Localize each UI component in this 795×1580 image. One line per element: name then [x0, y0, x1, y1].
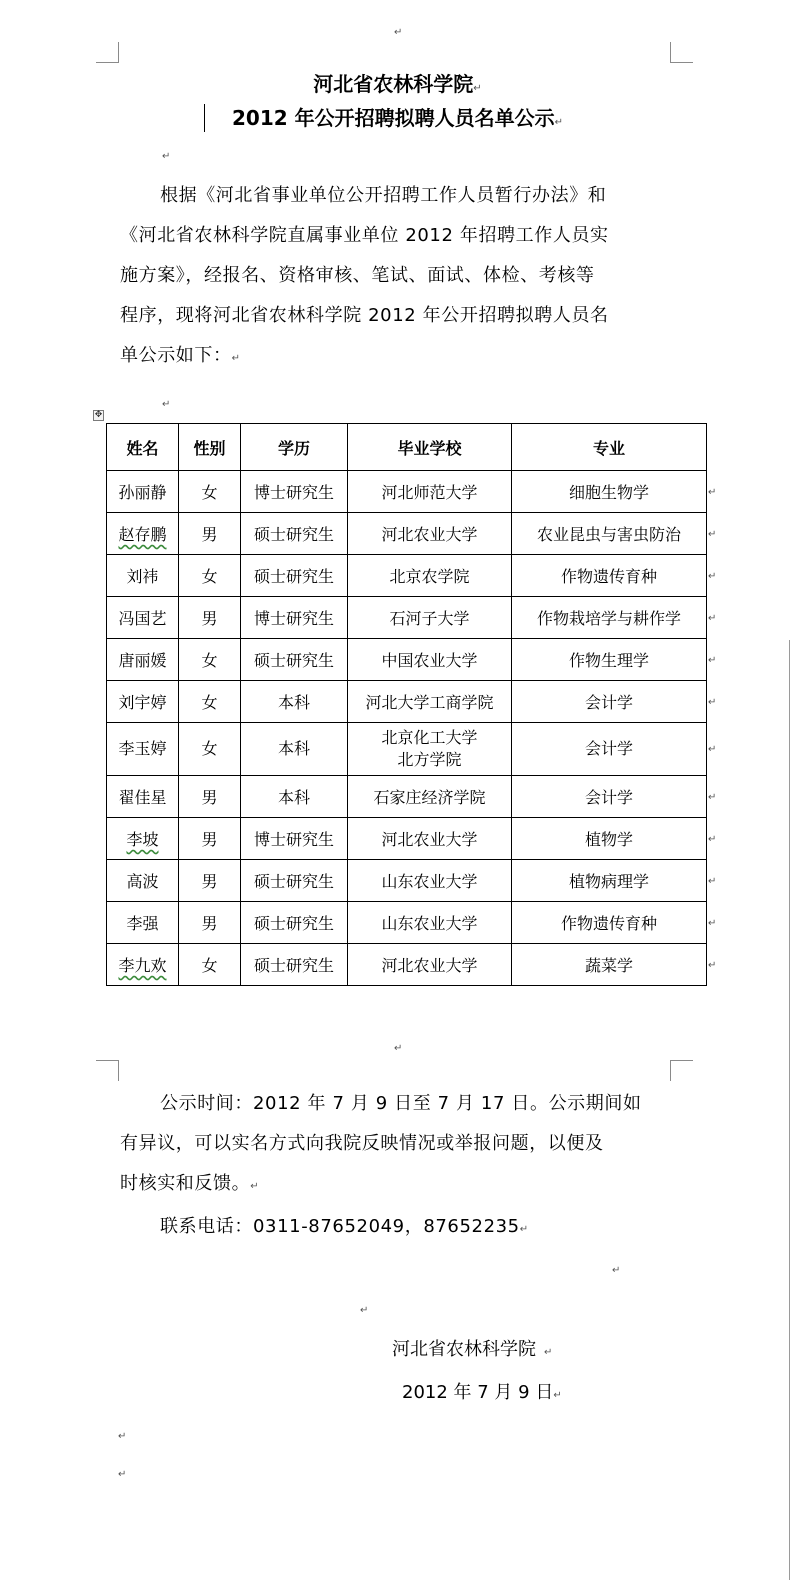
- cell-major[interactable]: 蔬菜学: [512, 944, 707, 986]
- table-row: [107, 471, 707, 513]
- page-edge-line: [789, 640, 790, 1580]
- cell-name[interactable]: 刘宇婷: [107, 681, 179, 723]
- cell-degree[interactable]: 硕士研究生: [241, 860, 348, 902]
- cell-gender[interactable]: 男: [179, 818, 241, 860]
- cell-degree[interactable]: 本科: [241, 681, 348, 723]
- row-end-mark: ↵: [708, 697, 717, 708]
- row-end-mark: ↵: [708, 792, 717, 803]
- col-header-name: 姓名: [107, 424, 179, 471]
- row-end-mark: ↵: [708, 834, 717, 845]
- cell-major[interactable]: 作物遗传育种: [512, 555, 707, 597]
- crop-mark-bottom-right: [670, 1060, 693, 1081]
- notice-line: 公示时间：2012 年 7 月 9 日至 7 月 17 日。公示期间如: [160, 1093, 642, 1114]
- table-row: [107, 860, 707, 902]
- col-header-major: 专业: [512, 424, 707, 471]
- row-end-mark: ↵: [708, 571, 717, 582]
- cell-major[interactable]: 农业昆虫与害虫防治: [512, 513, 707, 555]
- intro-paragraph[interactable]: [120, 176, 675, 379]
- cell-name[interactable]: 高波: [107, 860, 179, 902]
- cell-major[interactable]: 作物遗传育种: [512, 902, 707, 944]
- table-row: [107, 818, 707, 860]
- cell-name[interactable]: 李坡: [107, 818, 179, 860]
- row-end-mark: ↵: [708, 655, 717, 666]
- row-end-mark: ↵: [708, 876, 717, 887]
- paragraph-mark: ↵: [162, 399, 171, 410]
- cell-gender[interactable]: 男: [179, 597, 241, 639]
- cell-gender[interactable]: 男: [179, 776, 241, 818]
- cell-degree[interactable]: 硕士研究生: [241, 513, 348, 555]
- cell-school[interactable]: 中国农业大学: [348, 639, 512, 681]
- cell-degree[interactable]: 硕士研究生: [241, 944, 348, 986]
- row-end-mark: ↵: [708, 613, 717, 624]
- signature-date[interactable]: 2012 年 7 月 9 日↵: [402, 1382, 562, 1403]
- cell-major[interactable]: 作物生理学: [512, 639, 707, 681]
- col-header-school: 毕业学校: [348, 424, 512, 471]
- cell-school[interactable]: 石河子大学: [348, 597, 512, 639]
- cell-degree[interactable]: 硕士研究生: [241, 639, 348, 681]
- cell-gender[interactable]: 女: [179, 639, 241, 681]
- page-subtitle[interactable]: [0, 106, 795, 135]
- cell-name[interactable]: 李强: [107, 902, 179, 944]
- intro-line: 单公示如下：↵: [120, 345, 241, 366]
- row-end-mark: ↵: [708, 744, 717, 755]
- row-end-mark: ↵: [708, 487, 717, 498]
- cell-school[interactable]: 河北师范大学: [348, 471, 512, 513]
- row-end-mark: ↵: [708, 960, 717, 971]
- paragraph-mark: ↵: [394, 27, 403, 38]
- cell-gender[interactable]: 女: [179, 681, 241, 723]
- cell-degree[interactable]: 本科: [241, 723, 348, 776]
- table-row: [107, 944, 707, 986]
- cell-degree[interactable]: 硕士研究生: [241, 902, 348, 944]
- cell-school[interactable]: 山东农业大学: [348, 860, 512, 902]
- table-row: [107, 555, 707, 597]
- intro-line: 程序，现将河北省农林科学院 2012 年公开招聘拟聘人员名: [120, 305, 609, 326]
- table-row: [107, 776, 707, 818]
- intro-line: 根据《河北省事业单位公开招聘工作人员暂行办法》和: [160, 185, 607, 206]
- row-end-mark: ↵: [708, 529, 717, 540]
- paragraph-mark: ↵: [554, 117, 564, 128]
- cell-name[interactable]: 翟佳星: [107, 776, 179, 818]
- cell-school[interactable]: 北京农学院: [348, 555, 512, 597]
- cell-gender[interactable]: 男: [179, 513, 241, 555]
- crop-mark-bottom-left: [96, 1060, 119, 1081]
- table-row: [107, 681, 707, 723]
- contact-line: 联系电话：0311-87652049，87652235↵: [160, 1216, 529, 1237]
- cell-degree[interactable]: 本科: [241, 776, 348, 818]
- title-org: 河北省农林科学院: [313, 72, 474, 96]
- cell-school[interactable]: 河北农业大学: [348, 944, 512, 986]
- cell-major[interactable]: 植物学: [512, 818, 707, 860]
- cell-name[interactable]: 李玉婷: [107, 723, 179, 776]
- cell-name[interactable]: 李九欢: [107, 944, 179, 986]
- paragraph-mark: ↵: [162, 151, 171, 162]
- cell-school[interactable]: 石家庄经济学院: [348, 776, 512, 818]
- cell-major[interactable]: 植物病理学: [512, 860, 707, 902]
- table-row: [107, 723, 707, 776]
- intro-line: 施方案》，经报名、资格审核、笔试、面试、体检、考核等: [120, 265, 595, 286]
- notice-line: 时核实和反馈。↵: [120, 1173, 260, 1194]
- cell-school[interactable]: 北京化工大学 北方学院: [348, 723, 512, 776]
- table-row: [107, 639, 707, 681]
- cell-gender[interactable]: 女: [179, 555, 241, 597]
- cell-gender[interactable]: 女: [179, 944, 241, 986]
- table-row: [107, 902, 707, 944]
- cell-gender[interactable]: 女: [179, 471, 241, 513]
- cell-degree[interactable]: 博士研究生: [241, 597, 348, 639]
- paragraph-mark: ↵: [612, 1265, 621, 1276]
- cell-gender[interactable]: 男: [179, 860, 241, 902]
- cell-major[interactable]: 细胞生物学: [512, 471, 707, 513]
- cell-major[interactable]: 会计学: [512, 681, 707, 723]
- cell-degree[interactable]: 博士研究生: [241, 818, 348, 860]
- cell-name[interactable]: 赵存鹏: [107, 513, 179, 555]
- crop-mark-top-left: [96, 42, 119, 63]
- cell-school[interactable]: 河北大学工商学院: [348, 681, 512, 723]
- cell-degree[interactable]: 博士研究生: [241, 471, 348, 513]
- paragraph-mark: ↵: [118, 1469, 127, 1480]
- cell-name[interactable]: 冯国艺: [107, 597, 179, 639]
- cell-name[interactable]: 唐丽媛: [107, 639, 179, 681]
- notice-paragraph[interactable]: [120, 1084, 675, 1250]
- cell-school[interactable]: 山东农业大学: [348, 902, 512, 944]
- paragraph-mark: ↵: [394, 1043, 403, 1054]
- cell-degree[interactable]: 硕士研究生: [241, 555, 348, 597]
- cell-gender[interactable]: 男: [179, 902, 241, 944]
- cell-name[interactable]: 刘祎: [107, 555, 179, 597]
- title-subtitle: 2012 年公开招聘拟聘人员名单公示: [231, 106, 555, 130]
- cell-name[interactable]: 孙丽静: [107, 471, 179, 513]
- table-row: [107, 513, 707, 555]
- cell-major[interactable]: 会计学: [512, 776, 707, 818]
- cell-school[interactable]: 河北农业大学: [348, 818, 512, 860]
- cell-major[interactable]: 作物栽培学与耕作学: [512, 597, 707, 639]
- table-move-handle-icon[interactable]: ✥: [94, 410, 103, 420]
- notice-line: 有异议，可以实名方式向我院反映情况或举报问题，以便及: [120, 1133, 604, 1154]
- table-row: [107, 597, 707, 639]
- paragraph-mark: ↵: [360, 1305, 369, 1316]
- table-header-row: [107, 424, 707, 471]
- col-header-degree: 学历: [241, 424, 348, 471]
- col-header-gender: 性别: [179, 424, 241, 471]
- cell-school[interactable]: 河北农业大学: [348, 513, 512, 555]
- paragraph-mark: ↵: [118, 1431, 127, 1442]
- crop-mark-top-right: [670, 42, 693, 63]
- cell-gender[interactable]: 女: [179, 723, 241, 776]
- cell-major[interactable]: 会计学: [512, 723, 707, 776]
- recruit-table[interactable]: [106, 423, 707, 986]
- paragraph-mark: ↵: [473, 83, 482, 94]
- page-title[interactable]: [0, 72, 795, 101]
- signature-org[interactable]: 河北省农林科学院 ↵: [392, 1339, 553, 1360]
- row-end-mark: ↵: [708, 918, 717, 929]
- intro-line: 《河北省农林科学院直属事业单位 2012 年招聘工作人员实: [120, 225, 609, 246]
